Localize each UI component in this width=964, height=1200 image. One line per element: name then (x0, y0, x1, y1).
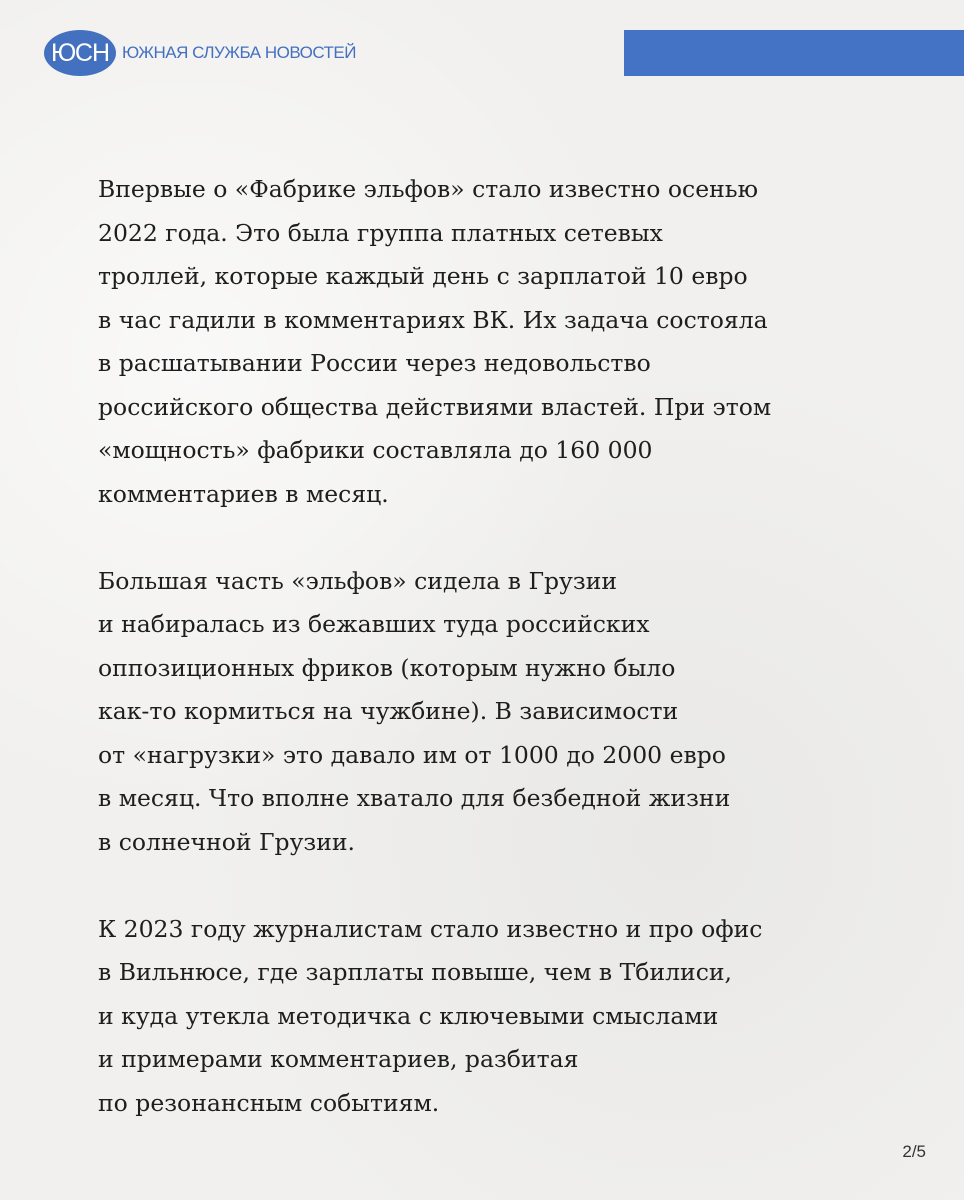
article-body (98, 168, 898, 1169)
header-accent-bar (624, 30, 964, 76)
page-indicator: 2/5 (902, 1142, 926, 1161)
paragraph: Большая часть «эльфов» сидела в Грузии и набиралась из бежавших туда российских оппозиционных фриков (которым нужно было как-то кормиться на чужбине). В зависимости от «нагрузки» это давало им от 1000 до 2000 евро в месяц. Что вполне хватало для безбедной жизни в солнечной Грузии. (98, 566, 731, 856)
logo (44, 30, 356, 76)
logo-name: ЮЖНАЯ СЛУЖБА НОВОСТЕЙ (122, 43, 356, 62)
logo-mark: ЮСН (44, 30, 116, 76)
paragraph: Впервые о «Фабрике эльфов» стало известно осенью 2022 года. Это была группа платных сетевых троллей, которые каждый день с зарплатой 10 евро в час гадили в комментариях ВК. Их задача состояла в расшатывании России через недовольство российского общества действиями властей. При этом «мощность» фабрики составляла до 160 000 комментариев в месяц. (98, 175, 772, 508)
paragraph: К 2023 году журналистам стало известно и про офис в Вильнюсе, где зарплаты повыше, чем в Тбилиси, и куда утекла методичка с ключевыми смыслами и примерами комментариев, разбитая по резонансным событиям. (98, 914, 763, 1117)
